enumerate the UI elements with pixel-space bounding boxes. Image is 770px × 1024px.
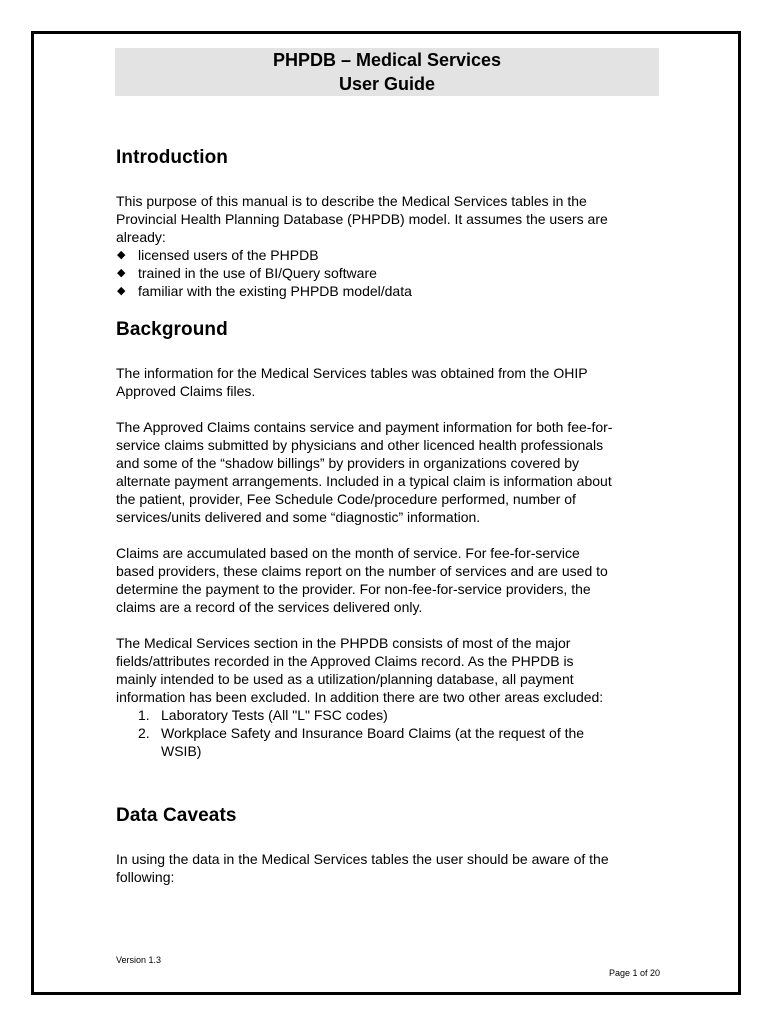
page-subtitle: User Guide xyxy=(338,74,436,94)
text-line: alternate payment arrangements. Included in a typical claim is information about xyxy=(116,473,612,489)
text-line: and some of the “shadow billings” by providers in organizations covered by xyxy=(116,455,580,471)
list-item-text: trained in the use of BI/Query software xyxy=(138,265,377,281)
list-number: 1. xyxy=(138,707,150,723)
text-line: information has been excluded. In addition there are two other areas excluded: xyxy=(116,689,604,705)
text-line: based providers, these claims report on the number of services and are used to xyxy=(116,563,608,579)
page-number: Page 1 of 20 xyxy=(608,968,660,978)
text-line: Provincial Health Planning Database (PHPDB) model. It assumes the users are xyxy=(116,211,608,227)
text-line: already: xyxy=(116,229,166,245)
text-line: The Medical Services section in the PHPDB consists of most of the major xyxy=(116,635,571,651)
version-label: Version 1.3 xyxy=(116,955,162,965)
text-line: claims are a record of the services delivered only. xyxy=(116,599,423,615)
exclusions-numbered-list xyxy=(116,706,661,760)
list-item-text: Laboratory Tests (All "L" FSC codes) xyxy=(161,707,388,723)
list-item-text: WSIB) xyxy=(161,743,202,759)
text-line: fields/attributes recorded in the Approved Claims record. As the PHPDB is xyxy=(116,653,574,669)
data-caveats-heading: Data Caveats xyxy=(116,805,237,826)
background-paragraph-1 xyxy=(116,364,661,400)
text-line: services/units delivered and some “diagnostic” information. xyxy=(116,509,481,525)
text-line: The Approved Claims contains service and payment information for both fee-for- xyxy=(116,419,613,435)
text-line: Approved Claims files. xyxy=(116,383,256,399)
document-page xyxy=(31,31,741,995)
list-item xyxy=(116,724,661,760)
background-heading: Background xyxy=(116,319,228,340)
list-item-text: Workplace Safety and Insurance Board Claims (at the request of the xyxy=(161,725,585,741)
text-line: following: xyxy=(116,869,175,885)
page-title: PHPDB – Medical Services xyxy=(272,50,502,70)
list-item-text: licensed users of the PHPDB xyxy=(138,247,319,263)
introduction-paragraph xyxy=(116,192,661,246)
text-line: service claims submitted by physicians and other licenced health professionals xyxy=(116,437,604,453)
data-caveats-paragraph xyxy=(116,850,661,886)
list-item xyxy=(116,282,661,300)
text-line: In using the data in the Medical Services tables the user should be aware of the xyxy=(116,851,609,867)
diamond-bullet-icon: ◆ xyxy=(117,285,126,297)
text-line: determine the payment to the provider. For non-fee-for-service providers, the xyxy=(116,581,591,597)
text-line: The information for the Medical Services tables was obtained from the OHIP xyxy=(116,365,588,381)
list-item xyxy=(116,264,661,282)
title-banner xyxy=(115,48,659,96)
text-line: the patient, provider, Fee Schedule Code/procedure performed, number of xyxy=(116,491,576,507)
list-item-text: familiar with the existing PHPDB model/data xyxy=(138,283,412,299)
background-paragraph-3 xyxy=(116,544,661,616)
text-line: This purpose of this manual is to describe the Medical Services tables in the xyxy=(116,193,587,209)
list-number: 2. xyxy=(138,725,150,741)
introduction-heading: Introduction xyxy=(116,147,229,168)
background-paragraph-2 xyxy=(116,418,661,526)
diamond-bullet-icon: ◆ xyxy=(117,249,126,261)
text-line: mainly intended to be used as a utilization/planning database, all payment xyxy=(116,671,574,687)
diamond-bullet-icon: ◆ xyxy=(117,267,126,279)
text-line: Claims are accumulated based on the month of service. For fee-for-service xyxy=(116,545,580,561)
list-item xyxy=(116,246,661,264)
background-paragraph-4 xyxy=(116,634,661,706)
list-item xyxy=(116,706,661,724)
introduction-bullet-list xyxy=(116,246,661,300)
